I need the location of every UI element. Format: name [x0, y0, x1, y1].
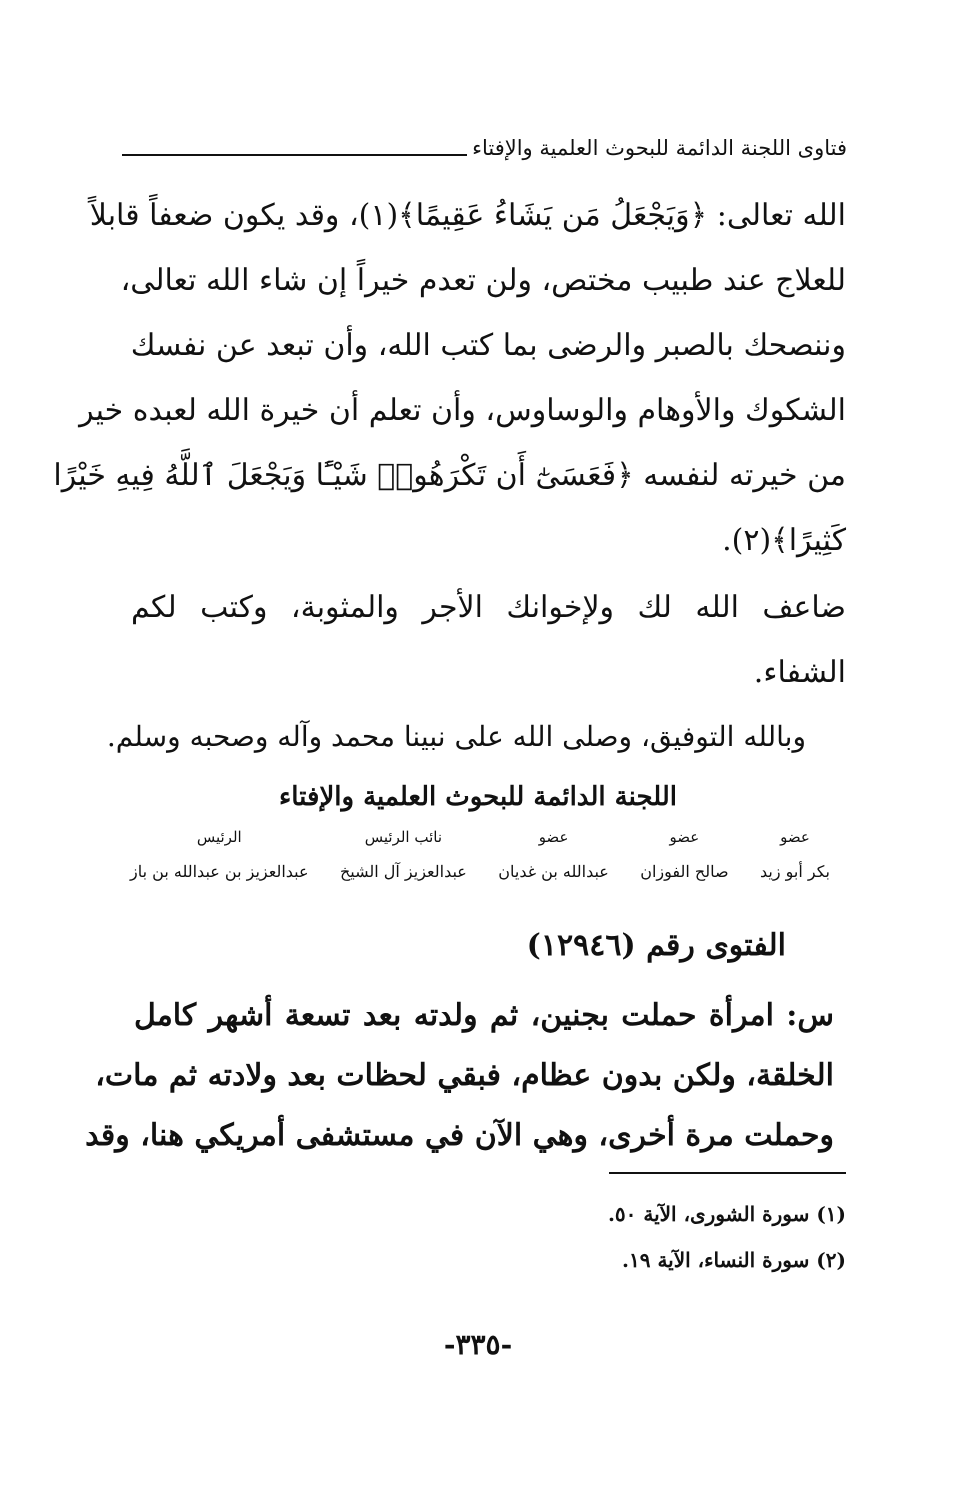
question-line-1: س: امرأة حملت بجنين، ثم ولدته بعد تسعة أشهر كامل [134, 998, 834, 1033]
body-line-7: ضاعف الله لك ولإخوانك الأجر والمثوبة، وكتب لكم [131, 590, 846, 625]
member-name: عبدالله بن غديان [498, 862, 609, 881]
member-1 [760, 828, 830, 881]
body-line-1: الله تعالى: ﴿وَيَجْعَلُ مَن يَشَاءُ عَقِيمًا﴾(١)، وقد يكون ضعفاً قابلاً [89, 198, 846, 233]
page-number: -٣٣٥- [443, 1328, 513, 1361]
member-role: عضو [780, 828, 810, 846]
body-line-2: للعلاج عند طبيب مختص، ولن تعدم خيراً إن شاء الله تعالى، [120, 263, 846, 298]
committee-members [130, 828, 830, 881]
member-name: صالح الفوزان [640, 862, 729, 881]
header-title: فتاوى اللجنة الدائمة للبحوث العلمية والإفتاء [472, 136, 847, 160]
body-line-6: كَثِيرًا﴾(٢). [722, 523, 846, 558]
member-name: عبدالعزيز بن عبدالله بن باز [130, 862, 309, 881]
question-line-2: الخلقة، ولكن بدون عظام، فبقي لحظات بعد ولادته ثم مات، [95, 1058, 834, 1093]
member-3 [498, 828, 609, 881]
fatwa-number: الفتوى رقم (١٢٩٤٦) [526, 928, 786, 963]
committee-title: اللجنة الدائمة للبحوث العلمية والإفتاء [279, 782, 677, 812]
member-name: عبدالعزيز آل الشيخ [339, 862, 467, 881]
question-line-3: وحملت مرة أخرى، وهي الآن في مستشفى أمريكي هنا، وقد [85, 1118, 834, 1153]
closing-line: وبالله التوفيق، وصلى الله على نبينا محمد وآله وصحبه وسلم. [106, 720, 806, 753]
member-role: الرئيس [196, 828, 242, 846]
footnote-rule [609, 1172, 846, 1174]
member-5 [130, 828, 309, 881]
member-name: بكر أبو زيد [759, 862, 830, 881]
member-role: نائب الرئيس [364, 828, 443, 846]
member-role: عضو [669, 828, 700, 846]
member-role: عضو [538, 828, 569, 846]
footnote-2: (٢) سورة النساء، الآية ١٩. [622, 1248, 846, 1272]
running-header [122, 132, 847, 172]
member-2 [640, 828, 728, 881]
member-4 [340, 828, 467, 881]
body-line-8: الشفاء. [753, 655, 846, 690]
body-line-4: الشكوك والأوهام والوساوس، وأن تعلم أن خيرة الله لعبده خير [79, 393, 846, 428]
body-line-3: وننصحك بالصبر والرضى بما كتب الله، وأن تبعد عن نفسك [130, 328, 846, 363]
header-rule [122, 154, 467, 156]
body-line-5: من خيرته لنفسه ﴿فَعَسَىٰٓ أَن تَكْرَهُوا۟ شَيْـًٔا وَيَجْعَلَ ٱللَّهُ فِيهِ خَيْرًا [53, 458, 846, 493]
footnote-1: (١) سورة الشورى، الآية ٥٠. [607, 1202, 846, 1226]
